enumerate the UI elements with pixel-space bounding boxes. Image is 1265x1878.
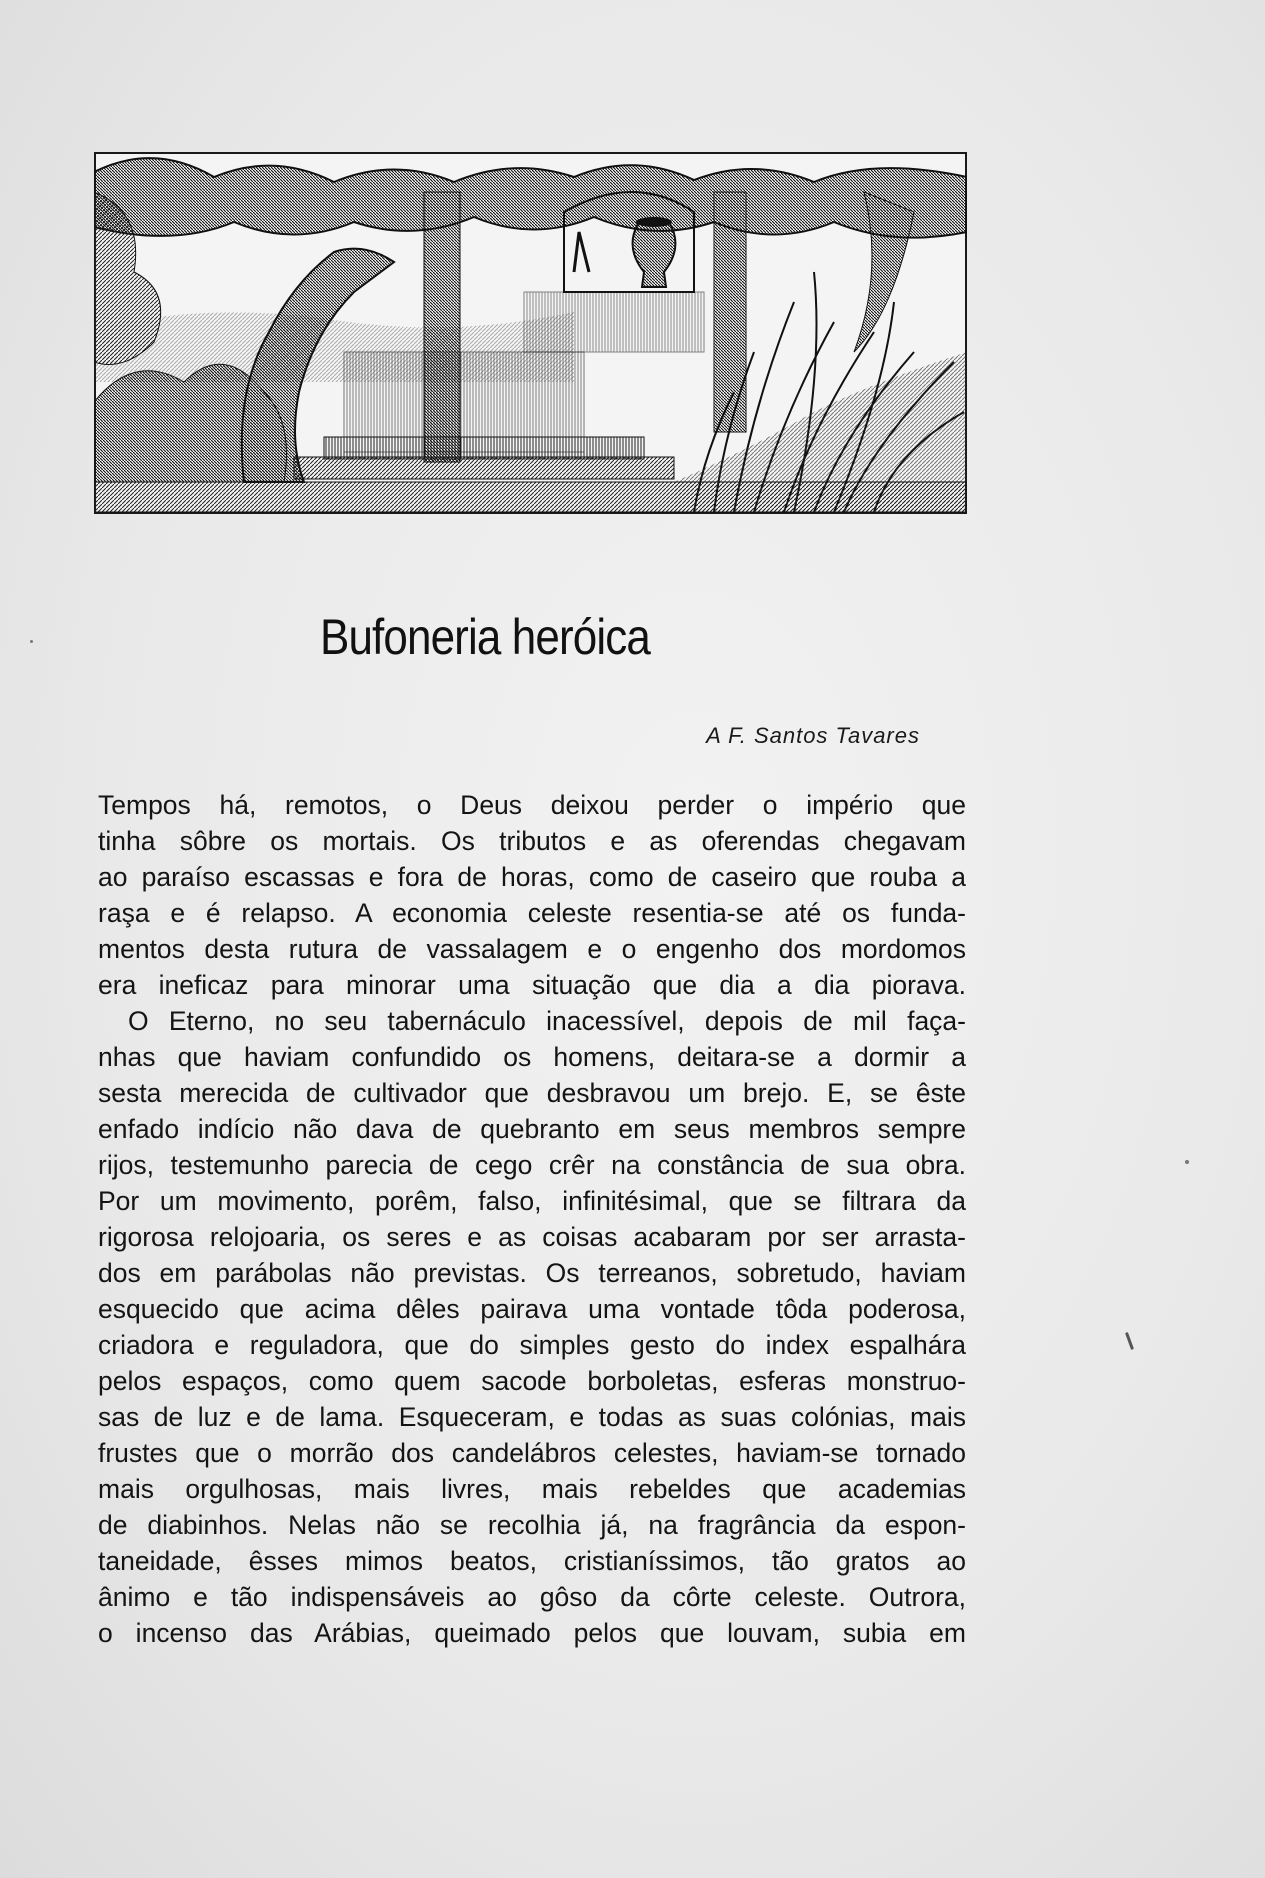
- illustration: [94, 152, 967, 514]
- body-line: sesta merecida de cultivador que desbravou um brejo. E, se êste: [98, 1078, 966, 1108]
- body-line: mentos desta rutura de vassalagem e o engenho dos mordomos: [98, 934, 966, 964]
- body-line: rijos, testemunho parecia de cego crêr na constância de sua obra.: [98, 1150, 966, 1180]
- body-line: esquecido que acima dêles pairava uma vontade tôda poderosa,: [98, 1294, 966, 1324]
- body-line: nhas que haviam confundido os homens, deitara-se a dormir a: [98, 1042, 966, 1072]
- paper-speck: [1125, 1332, 1134, 1350]
- body-line: frustes que o morrão dos candelábros celestes, haviam-se tornado: [98, 1438, 966, 1468]
- body-line: sas de luz e de lama. Esqueceram, e todas as suas colónias, mais: [98, 1402, 966, 1432]
- body-line: taneidade, êsses mimos beatos, cristianíssimos, tão gratos ao: [98, 1546, 966, 1576]
- body-line: rigorosa relojoaria, os seres e as coisas acabaram por ser arrasta-: [98, 1222, 966, 1252]
- body-line: ânimo e tão indispensáveis ao gôso da côrte celeste. Outrora,: [98, 1582, 966, 1612]
- body-line: criadora e reguladora, que do simples gesto do index espalhára: [98, 1330, 966, 1360]
- body-line: de diabinhos. Nelas não se recolhia já, na fragrância da espon-: [98, 1510, 966, 1540]
- body-line: era ineficaz para minorar uma situação que dia a dia piorava.: [98, 970, 966, 1000]
- body-line: enfado indício não dava de quebranto em seus membros sempre: [98, 1114, 966, 1144]
- body-line: O Eterno, no seu tabernáculo inacessível, depois de mil faça-: [128, 1006, 966, 1036]
- body-line: mais orgulhosas, mais livres, mais rebeldes que academias: [98, 1474, 966, 1504]
- article-body: [98, 787, 966, 1651]
- body-line: tinha sôbre os mortais. Os tributos e as oferendas chegavam: [98, 826, 966, 856]
- article-title: Bufoneria heróica: [320, 609, 650, 665]
- body-line: o incenso das Arábias, queimado pelos que louvam, subia em: [98, 1618, 966, 1648]
- body-line: pelos espaços, como quem sacode borboletas, esferas monstruo-: [98, 1366, 966, 1396]
- body-line: Por um movimento, porêm, falso, infinitésimal, que se filtrara da: [98, 1186, 966, 1216]
- body-line: raşa e é relapso. A economia celeste resentia-se até os funda-: [98, 898, 966, 928]
- garden-urn-engraving: [94, 152, 967, 514]
- paper-speck: [30, 640, 33, 643]
- body-line: Tempos há, remotos, o Deus deixou perder o império que: [98, 790, 966, 820]
- body-line: ao paraíso escassas e fora de horas, como de caseiro que rouba a: [98, 862, 966, 892]
- paper-speck: [1185, 1160, 1189, 1164]
- article-author: A F. Santos Tavares: [706, 723, 920, 748]
- body-line: dos em parábolas não previstas. Os terreanos, sobretudo, haviam: [98, 1258, 966, 1288]
